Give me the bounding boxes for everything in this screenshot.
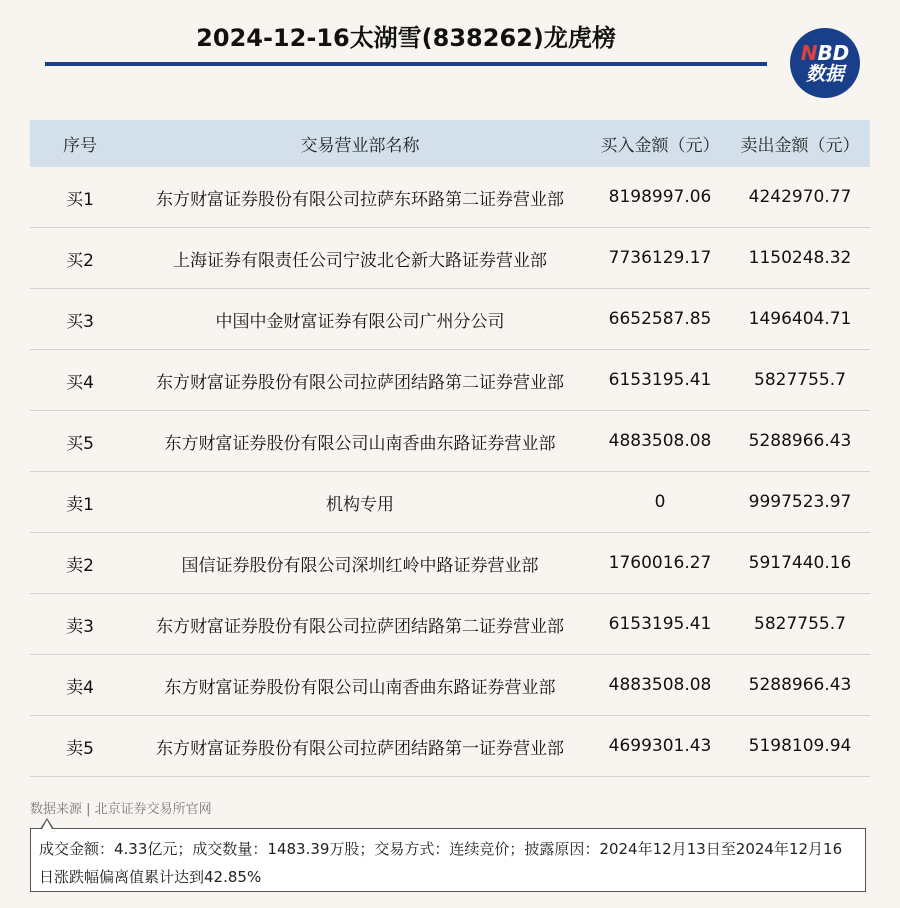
table-row <box>30 228 870 289</box>
branch-name: 上海证券有限责任公司宁波北仑新大路证券营业部 <box>130 228 590 289</box>
branch-name: 国信证券股份有限公司深圳红岭中路证券营业部 <box>130 533 590 594</box>
table-row <box>30 655 870 716</box>
buy-amount: 0 <box>590 472 730 533</box>
buy-amount: 6652587.85 <box>590 289 730 350</box>
table-row <box>30 716 870 777</box>
row-index: 卖3 <box>30 594 130 655</box>
branch-name: 东方财富证券股份有限公司山南香曲东路证券营业部 <box>130 655 590 716</box>
table-row <box>30 289 870 350</box>
col-header-sell-amount: 卖出金额（元） <box>730 120 870 167</box>
row-index: 卖5 <box>30 716 130 777</box>
buy-amount: 4883508.08 <box>590 411 730 472</box>
buy-amount: 4883508.08 <box>590 655 730 716</box>
col-header-branch: 交易营业部名称 <box>130 120 590 167</box>
table-row <box>30 472 870 533</box>
trade-note: 成交金额：4.33亿元；成交数量：1483.39万股；交易方式：连续竞价；披露原因：2024年12月13日至2024年12月16日涨跌幅偏离值累计达到42.85% <box>30 828 866 892</box>
buy-amount: 8198997.06 <box>590 167 730 228</box>
note-pointer-fill <box>42 820 52 829</box>
sell-amount: 4242970.77 <box>730 167 870 228</box>
sell-amount: 5288966.43 <box>730 655 870 716</box>
branch-name: 机构专用 <box>130 472 590 533</box>
branch-name: 东方财富证券股份有限公司拉萨东环路第二证券营业部 <box>130 167 590 228</box>
col-header-index: 序号 <box>30 120 130 167</box>
sell-amount: 9997523.97 <box>730 472 870 533</box>
branch-name: 东方财富证券股份有限公司拉萨团结路第二证券营业部 <box>130 594 590 655</box>
sell-amount: 5198109.94 <box>730 716 870 777</box>
table-row <box>30 594 870 655</box>
branch-name: 东方财富证券股份有限公司山南香曲东路证券营业部 <box>130 411 590 472</box>
buy-amount: 6153195.41 <box>590 350 730 411</box>
sell-amount: 1496404.71 <box>730 289 870 350</box>
table-row <box>30 167 870 228</box>
buy-amount: 4699301.43 <box>590 716 730 777</box>
row-index: 卖1 <box>30 472 130 533</box>
buy-amount: 6153195.41 <box>590 594 730 655</box>
sell-amount: 5827755.7 <box>730 350 870 411</box>
row-index: 买5 <box>30 411 130 472</box>
table-row <box>30 411 870 472</box>
buy-amount: 7736129.17 <box>590 228 730 289</box>
row-index: 卖4 <box>30 655 130 716</box>
row-index: 买2 <box>30 228 130 289</box>
branch-name: 中国中金财富证券有限公司广州分公司 <box>130 289 590 350</box>
nbd-data-logo <box>790 28 860 98</box>
row-index: 卖2 <box>30 533 130 594</box>
sell-amount: 5288966.43 <box>730 411 870 472</box>
logo-text-rest: BD <box>817 40 850 65</box>
table-header-row <box>30 120 870 167</box>
longhu-table <box>30 120 870 777</box>
sell-amount: 5917440.16 <box>730 533 870 594</box>
table-row <box>30 533 870 594</box>
buy-amount: 1760016.27 <box>590 533 730 594</box>
logo-text-top <box>800 40 850 65</box>
sell-amount: 5827755.7 <box>730 594 870 655</box>
row-index: 买3 <box>30 289 130 350</box>
data-source: 数据来源 | 北京证券交易所官网 <box>30 802 212 817</box>
logo-text-bottom: 数据 <box>805 62 844 85</box>
logo-text-accent: N <box>800 40 818 65</box>
sell-amount: 1150248.32 <box>730 228 870 289</box>
branch-name: 东方财富证券股份有限公司拉萨团结路第一证券营业部 <box>130 716 590 777</box>
title-divider <box>45 62 767 66</box>
row-index: 买4 <box>30 350 130 411</box>
branch-name: 东方财富证券股份有限公司拉萨团结路第二证券营业部 <box>130 350 590 411</box>
page-title: 2024-12-16太湖雪(838262)龙虎榜 <box>196 24 616 52</box>
table-body <box>30 167 870 777</box>
col-header-buy-amount: 买入金额（元） <box>590 120 730 167</box>
row-index: 买1 <box>30 167 130 228</box>
table-row <box>30 350 870 411</box>
